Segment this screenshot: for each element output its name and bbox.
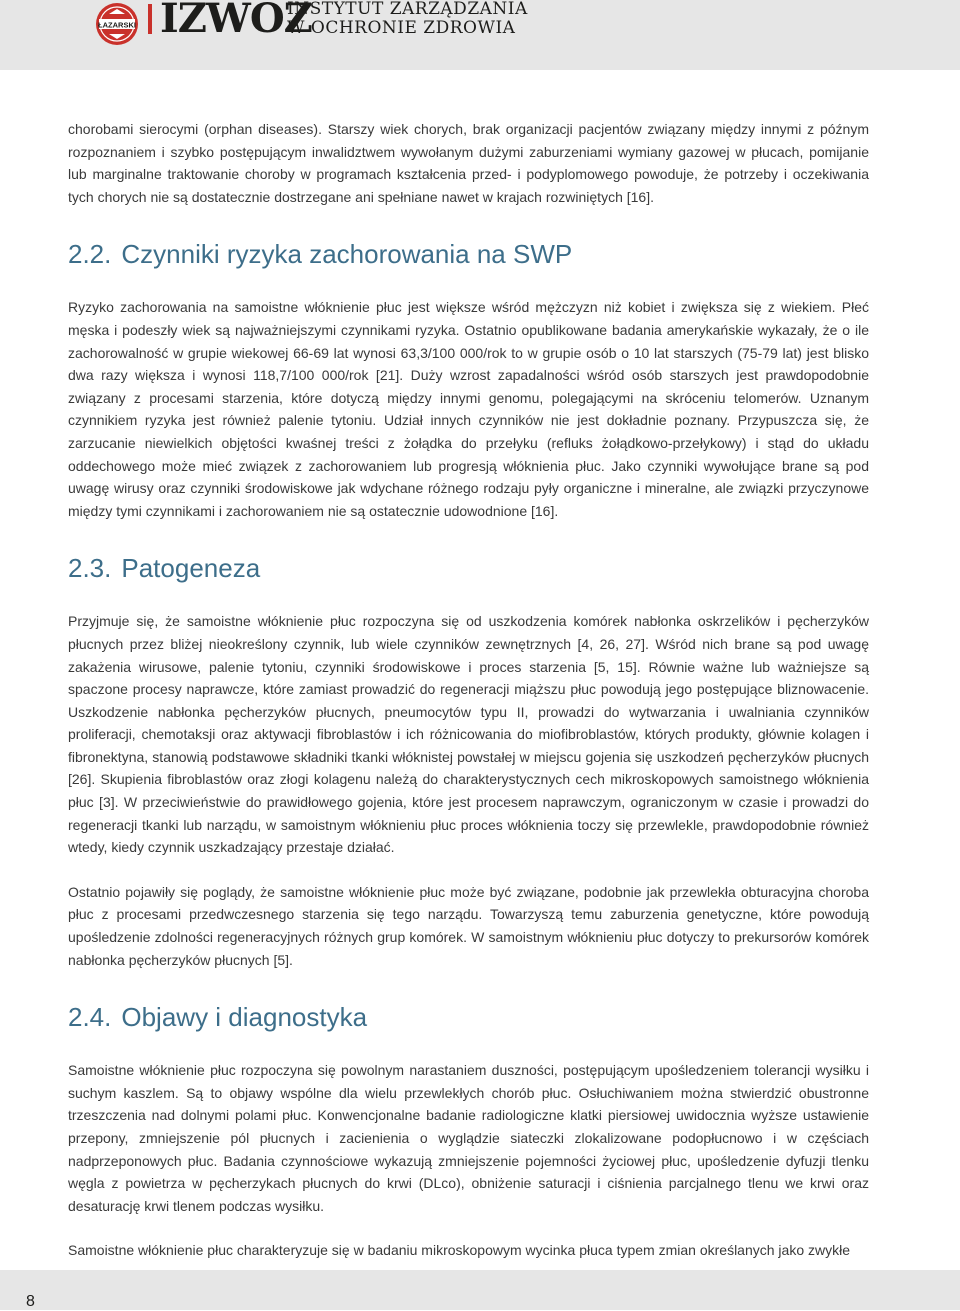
section-heading-pathogenesis <box>68 553 869 583</box>
section-title: Objawy i diagnostyka <box>121 1002 368 1033</box>
izwoz-logo-mark: IZWOZ <box>160 0 312 42</box>
pathogenesis-paragraph-1: Przyjmuje się, że samoistne włóknienie płuc rozpoczyna się od uszkodzenia komórek nabłonka oskrzelików i pęcherzyków płucnych przez bliżej nieokreślony czynnik, lub wiele czynników zewnętrznych [4, 26, 27]. Wśród nich brane są pod uwagę zakażenia wirusowe, palenie tytoniu, czynniki środowiskowe i proces starzenia [5, 15]. Równie ważne lub ważniejsze są spaczone procesy naprawcze, które zamiast prowadzić do regeneracji miąższu płuc powodują jego postępujące bliznowacenie. Uszkodzenie nabłonka pęcherzyków płucnych, pneumocytów typu II, prowadzi do wytwarzania i uwalniania czynników proliferacji, chemotaksji oraz aktywacji fibroblastów i ich różnicowania do miofibroblastów, których produkty, głównie kolagen i fibronektyna, stanowią podstawowe składniki tkanki włóknistej powstałej w miejscu gojenia się uszkodzeń pęcherzyków płucnych [26]. Skupienia fibroblastów oraz złogi kolagenu należą do charakterystycznych cech mikroskopowych samoistnego włóknienia płuc [3]. W przeciwieństwie do prawidłowego gojenia, które jest procesem naprawczym, ograniczonym w czasie i prowadzi do regeneracji tkanki lub narządu, w samoistnym włóknieniu płuc proces włóknienia toczy się przewlekle, prawdopodobnie również wtedy, kiedy czynnik uszkadzający przestaje działać. <box>68 613 869 856</box>
section-title: Patogeneza <box>121 553 261 584</box>
symptoms-paragraph-2: Samoistne włóknienie płuc charakteryzuje się w badaniu mikroskopowym wycinka płuca typem zmian określanych jako zwykłe <box>68 1242 851 1259</box>
pathogenesis-paragraph-2: Ostatnio pojawiły się poglądy, że samoistne włóknienie płuc może być związane, podobnie jak przewlekła obturacyjna choroba płuc z procesami przedwczesnego starzenia się tego narządu. Towarzyszą temu zaburzenia genetyczne, które powodują upośledzenie zdolności regeneracyjnych różnych grup komórek. W samoistnym włóknieniu płuc dotyczy to prekursorów komórek nabłonka pęcherzyków płucnych [5]. <box>68 883 869 968</box>
symptoms-paragraph-1: Samoistne włóknienie płuc rozpoczyna się powolnym narastaniem duszności, postępującym upośledzeniem tolerancji wysiłku i suchym kaszlem. Są to objawy wspólne dla wielu przewlekłych chorób płuc. Osłuchiwaniem można stwierdzić obustronne trzeszczenia nad dolnymi polami płuc. Konwencjonalne badanie radiologiczne klatki piersiowej uwidocznia wyższe ustawienie przepony, zmniejszenie pól płucnych i zacienienia o wyglądzie siateczki zlokalizowane podopłucnowo i w częściach nadprzeponowych płuc. Badania czynnościowe wykazują zmniejszenie pojemności życiowej płuc, upośledzenie dyfuzji tlenku węgla z powietrza w pęcherzykach płucnych do krwi (DLco), obniżenie saturacji i ciśnienia parcjalnego tlenu we krwi oraz desaturację krwi tlenem podczas wysiłku. <box>68 1062 869 1214</box>
institute-name-line1: INSTYTUT ZARZĄDZANIA <box>287 0 528 19</box>
section-number: 2.2. <box>68 239 112 270</box>
page-number: 8 <box>26 1293 35 1310</box>
seal-text: ŁAZARSKI <box>98 20 136 30</box>
lazarski-seal-icon <box>95 2 139 46</box>
section-number: 2.3. <box>68 553 112 584</box>
page-content <box>68 118 869 1262</box>
institute-name <box>287 0 528 38</box>
section-heading-risk <box>68 239 869 269</box>
page-header <box>0 0 960 70</box>
section-title: Czynniki ryzyka zachorowania na SWP <box>121 239 573 270</box>
intro-paragraph: chorobami sierocymi (orphan diseases). Starszy wiek chorych, brak organizacji pacjentów związany między innymi z późnym rozpoznaniem i szybko postępującym inwalidztwem wywołanym dużymi zaburzeniami wymiany gazowej w płucach, pomijanie lub marginalne traktowanie choroby w programach kształcenia przed- i podyplomowego powoduje, że potrzeby i oczekiwania tych chorych nie są dostatecznie dostrzegane ani spełniane nawet w krajach rozwiniętych [16]. <box>68 121 869 205</box>
logo-divider <box>148 4 152 34</box>
risk-paragraph: Ryzyko zachorowania na samoistne włóknienie płuc jest większe wśród mężczyzn niż kobiet i zwiększa się z wiekiem. Płeć męska i podeszły wiek są najważniejszymi czynnikami ryzyka. Ostatnio opublikowane badania amerykańskie wykazały, że o ile zachorowalność w grupie wiekowej 66-69 lat wynosi 63,3/100 000/rok to w grupie osób o 10 lat starszych (75-79 lat) jest blisko dwa razy większa i wynosi 118,7/100 000/rok [21]. Duży wzrost zapadalności wśród osób starszych jest prawdopodobnie związany z procesami starzenia, które dotyczą między innymi genomu, polegającymi na skróceniu telomerów. Uznanym czynnikiem ryzyka jest również palenie tytoniu. Udział innych czynników nie jest dokładnie poznany. Przypuszcza się, że zarzucanie niewielkich objętości kwaśnej treści z żołądka do przełyku (refluks żołądkowo-przełykowy) i stąd do układu oddechowego może mieć związek z zachorowaniem lub progresją włóknienia płuc. Jako czynniki wywołujące brane są pod uwagę wirusy oraz czynniki środowiskowe jak wdychane różnego rodzaju pyły organiczne i mineralne, ale związki przyczynowe między tymi czynnikami i zachorowaniem nie są ostatecznie udowodnione [16]. <box>68 299 869 519</box>
section-heading-symptoms <box>68 1002 869 1032</box>
institute-name-line2: W OCHRONIE ZDROWIA <box>287 18 516 38</box>
section-number: 2.4. <box>68 1002 112 1033</box>
page-footer <box>0 1270 960 1310</box>
